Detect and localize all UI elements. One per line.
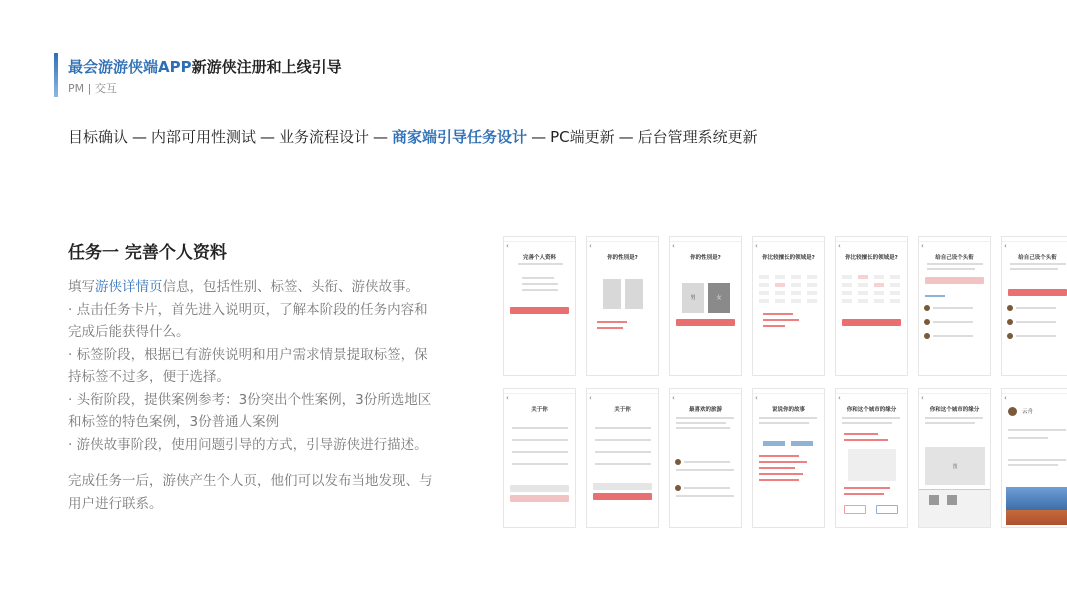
flow-step: 业务流程设计 bbox=[279, 128, 370, 146]
back-icon: ‹ bbox=[506, 394, 509, 402]
intro-prefix: 填写 bbox=[68, 279, 95, 295]
mockup-screen bbox=[669, 388, 742, 528]
task-description bbox=[68, 276, 438, 515]
image-placeholder: 图 bbox=[952, 464, 958, 470]
mockup-screen bbox=[752, 388, 825, 528]
task-conclusion: 完成任务一后，游侠产生个人页，他们可以发布当地发现、与用户进行联系。 bbox=[68, 473, 433, 512]
back-icon: ‹ bbox=[589, 242, 592, 250]
intro-highlight: 游侠详情页 bbox=[95, 279, 163, 295]
bullet-item: · 点击任务卡片，首先进入说明页，了解本阶段的任务内容和完成后能获得什么。 bbox=[68, 301, 428, 340]
screen-heading: 给自己设个头衔 bbox=[1018, 255, 1057, 261]
page-subtitle: PM | 交互 bbox=[68, 82, 117, 95]
back-icon: ‹ bbox=[838, 394, 841, 402]
flow-step: PC端更新 bbox=[550, 128, 615, 146]
back-icon: ‹ bbox=[1004, 394, 1007, 402]
screen-heading: 你比较擅长的领域是? bbox=[845, 255, 898, 261]
back-icon: ‹ bbox=[755, 242, 758, 250]
mockup-screen bbox=[586, 236, 659, 376]
bullet-item: · 头衔阶段，提供案例参考：3份突出个性案例，3份所选地区和标签的特色案例，3份普通人案例 bbox=[68, 391, 432, 430]
mockup-screen bbox=[586, 388, 659, 528]
mockup-screen bbox=[835, 388, 908, 528]
title-accent-bar bbox=[54, 53, 58, 97]
mockup-screen bbox=[752, 236, 825, 376]
flow-step: 目标确认 bbox=[68, 128, 129, 146]
profile-name: 云舟 bbox=[1022, 409, 1034, 415]
page-title bbox=[68, 56, 342, 77]
back-icon: ‹ bbox=[506, 242, 509, 250]
mockup-screen bbox=[503, 236, 576, 376]
screen-heading: 你和这个城市的缘分 bbox=[846, 407, 897, 413]
mockup-screen bbox=[1001, 236, 1067, 376]
screen-heading: 你的性别是? bbox=[607, 255, 638, 261]
option-female: 女 bbox=[716, 295, 722, 301]
mockup-screen bbox=[918, 388, 991, 528]
back-icon: ‹ bbox=[672, 242, 675, 250]
back-icon: ‹ bbox=[921, 394, 924, 402]
flow-separator: — bbox=[132, 128, 148, 146]
flow-step: 后台管理系统更新 bbox=[637, 128, 758, 146]
mockup-grid bbox=[503, 236, 1067, 531]
back-icon: ‹ bbox=[838, 242, 841, 250]
task-intro bbox=[68, 276, 438, 299]
mockup-screen bbox=[835, 236, 908, 376]
screen-heading: 你比较擅长的领域是? bbox=[762, 255, 815, 261]
option-male: 男 bbox=[690, 295, 696, 301]
mockup-screen bbox=[503, 388, 576, 528]
screen-heading: 关于你 bbox=[531, 407, 548, 413]
back-icon: ‹ bbox=[1004, 242, 1007, 250]
flow-step: 内部可用性测试 bbox=[151, 128, 257, 146]
mockup-screen bbox=[1001, 388, 1067, 528]
screen-heading: 说说你的故事 bbox=[771, 407, 805, 413]
screen-heading: 你和这个城市的缘分 bbox=[929, 407, 980, 413]
bullet-item: · 游侠故事阶段，使用问题引导的方式，引导游侠进行描述。 bbox=[68, 436, 428, 453]
flow-step: 商家端引导任务设计 bbox=[392, 128, 528, 146]
flow-separator: — bbox=[373, 128, 389, 146]
back-icon: ‹ bbox=[672, 394, 675, 402]
screen-heading: 最喜欢的旅游 bbox=[688, 407, 722, 413]
task-title: 任务一 完善个人资料 bbox=[68, 243, 227, 263]
back-icon: ‹ bbox=[921, 242, 924, 250]
screen-heading: 关于你 bbox=[614, 407, 631, 413]
process-flow bbox=[68, 126, 758, 147]
screen-heading: 完善个人资料 bbox=[522, 255, 556, 261]
flow-separator: — bbox=[531, 128, 547, 146]
screen-heading: 你的性别是? bbox=[690, 255, 721, 261]
mockup-screen bbox=[918, 236, 991, 376]
flow-separator: — bbox=[260, 128, 276, 146]
back-icon: ‹ bbox=[589, 394, 592, 402]
mockup-screen bbox=[669, 236, 742, 376]
flow-separator: — bbox=[618, 128, 634, 146]
back-icon: ‹ bbox=[755, 394, 758, 402]
screen-heading: 给自己设个头衔 bbox=[935, 255, 974, 261]
title-rest: 新游侠注册和上线引导 bbox=[191, 58, 342, 76]
bullet-item: · 标签阶段，根据已有游侠说明和用户需求情景提取标签，保持标签不过多，便于选择。 bbox=[68, 346, 428, 385]
intro-suffix: 信息，包括性别、标签、头衔、游侠故事。 bbox=[162, 279, 419, 295]
title-highlight: 最会游游侠端APP bbox=[68, 58, 192, 76]
